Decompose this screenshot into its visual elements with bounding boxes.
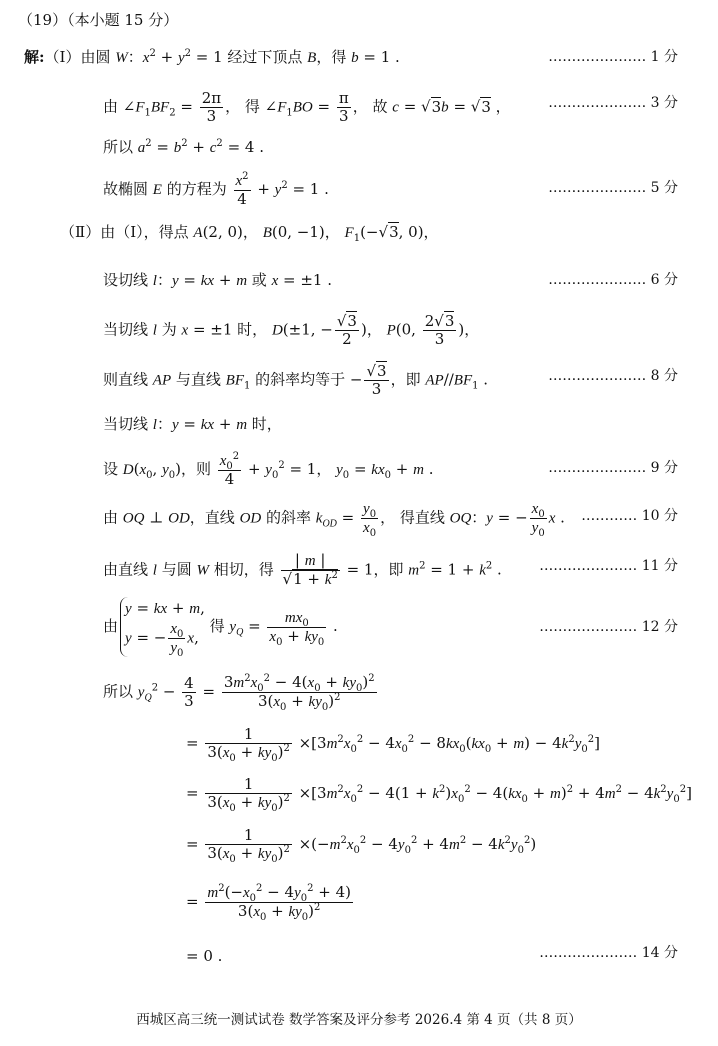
score-14: ………………… 14 分 — [539, 945, 678, 961]
score-10: ………… 10 分 — [581, 508, 678, 524]
part2-line14: = $\frac{m^2(-x_0^2 - 4y_0^2 + 4)}{3(x_0 + ky_0)^2}$ — [186, 883, 351, 923]
part1-line4: 故椭圆 E 的方程为 $\frac{x^2}{4}$ + $y^2 = 1$ . — [103, 171, 329, 208]
part2-line13: = $\frac{1}{3(x_0 + ky_0)^2}$ $\times(-m^2x_0^2 - 4y_0^2 + 4m^2 - 4k^2y_0^2)$ — [186, 826, 537, 865]
part2-line15: = 0 . — [186, 947, 223, 965]
score-9: ………………… 9 分 — [548, 460, 678, 476]
score-1: ………………… 1 分 — [548, 49, 678, 65]
part2-line10: 所以 $y_Q^2$ − $\frac{4}{3}$ = $\frac{3m^2x_0^2 - 4(x_0 + ky_0)^2}{3(x_0 + ky_0)^2}$ — [103, 673, 375, 713]
score-11: ………………… 11 分 — [539, 558, 678, 574]
part2-line4: 则直线 AP 与直线 $BF_1$ 的斜率均等于 − $\frac{√3}{3}$ ，即 $AP//BF_1$ . — [103, 362, 489, 398]
score-12: ………………… 12 分 — [539, 619, 678, 635]
part2-line6: 设 $D(x_0$, $y_0$)，则 $\frac{x_0^2}{4}$ + $y_0^2 = 1$， $y_0 = kx_0 + m$ . — [103, 451, 434, 488]
part2-line1: （Ⅱ）由（Ⅰ），得点 A(2, 0)， B(0, −1)， $F_1(-√3$, 0)， — [60, 223, 439, 244]
score-5: ………………… 5 分 — [548, 180, 678, 196]
score-3: ………………… 3 分 — [548, 95, 678, 111]
solution-label: 解: — [24, 48, 45, 66]
part1-line1: 解:（Ⅰ）由圆 W：$x^2 + y^2 = 1$ 经过下顶点 B，得 b = 1 . — [24, 48, 400, 66]
part1-line2: 由 $\angle F_1BF_2$ = $\frac{2\pi}{3}$ ， 得 $\angle F_1BO$ = $\frac{\pi}{3}$ ， 故 c = √3b = √3 ， — [103, 89, 511, 125]
score-6: ………………… 6 分 — [548, 272, 678, 288]
question-header: （19）（本小题 15 分） — [18, 11, 179, 29]
part2-line12: = $\frac{1}{3(x_0 + ky_0)^2}$ $\times[3m^2x_0^2 - 4(1 + k^2)x_0^2 - 4(kx_0 + m)^2 + 4m^2 - 4k^2y_0^2]$ — [186, 775, 692, 814]
page-footer: 西城区高三统一测试试卷 数学答案及评分参考 2026.4 第 4 页（共 8 页） — [136, 1012, 582, 1028]
part2-line8: 由直线 l 与圆 W 相切，得 $\frac{| m |}{√1 + k^2}$ = 1，即 $m^2 = 1 + k^2$ . — [103, 551, 502, 588]
part2-line5: 当切线 l：y = kx + m 时， — [103, 415, 282, 433]
part2-line7: 由 OQ ⊥ OD，直线 OD 的斜率 $k_{OD}$ = $\frac{y_0}{x_0}$ ， 得直线 OQ：y = − $\frac{x_0}{y_0}$ x . — [103, 501, 565, 539]
part2-line2: 设切线 l：y = kx + m 或 x = ±1 . — [103, 271, 333, 289]
score-8: ………………… 8 分 — [548, 368, 678, 384]
part1-line3: 所以 $a^2 = b^2 + c^2 = 4$ . — [103, 138, 264, 156]
part2-line3: 当切线 l 为 x = ±1 时， D(±1, − $\frac{√3}{2}$ )， P(0, $\frac{2√3}{3}$ )， — [103, 312, 480, 348]
part2-label: （Ⅱ） — [60, 223, 101, 241]
part2-line11: = $\frac{1}{3(x_0 + ky_0)^2}$ $\times[3m^2x_0^2 - 4x_0^2 - 8kx_0(kx_0 + m) - 4k^2y_0^2]$ — [186, 725, 600, 764]
part2-line9: 由 y = kx + m, y = − $\frac{x_0}{y_0}$ x, 得 $y_Q$ = $\frac{mx_0}{x_0 + ky_0}$ . — [103, 599, 338, 659]
part1-label: （Ⅰ） — [44, 48, 81, 66]
